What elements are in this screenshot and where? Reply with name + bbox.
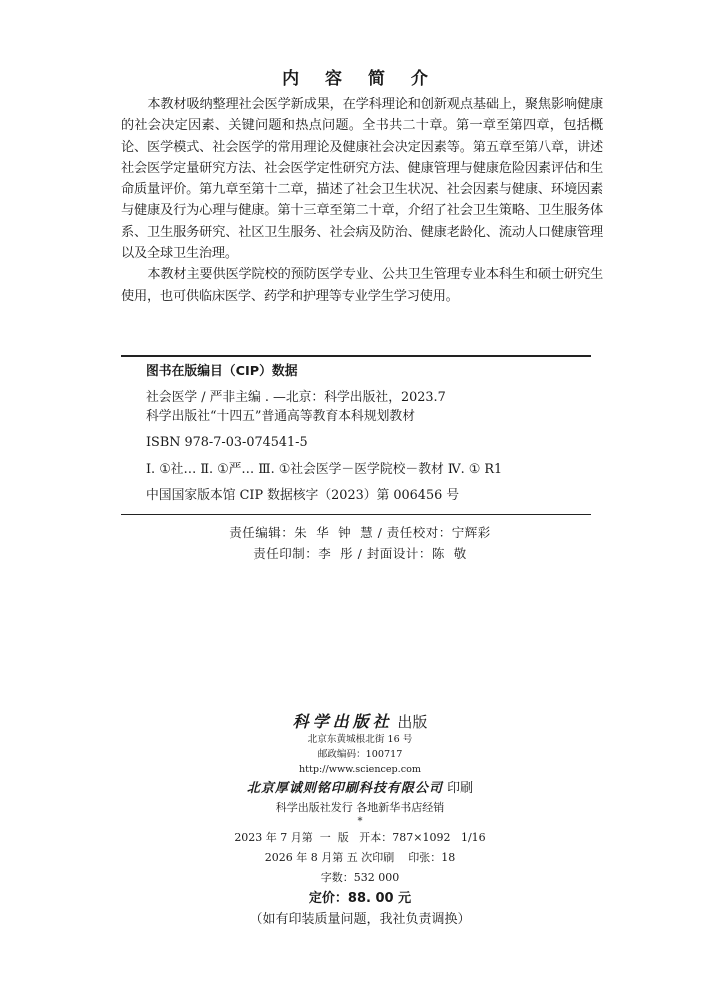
printer-line xyxy=(0,779,720,799)
summary-text xyxy=(121,94,603,307)
staff-line-production: 责任印制：李 彤 / 封面设计：陈 敬 xyxy=(253,546,467,561)
publisher-address: 北京东黄城根北街 16 号 xyxy=(307,734,413,745)
section-heading: 内 容 简 介 xyxy=(282,69,438,89)
staff-credits xyxy=(0,522,720,564)
summary-paragraph-2: 本教材主要供医学院校的预防医学专业、公共卫生管理专业本科生和硕士研究生使用，也可供临床医学、药学和护理等专业学生学习使用。 xyxy=(121,267,603,304)
printing-line: 2026 年 8 月第 五 次印刷 印张：18 xyxy=(264,851,456,864)
cip-title-line: 社会医学 / 严非主编 . —北京：科学出版社，2023.7 xyxy=(146,390,446,405)
publisher-url: http://www.sciencep.com xyxy=(299,764,421,775)
price: 定价：88. 00 元 xyxy=(308,891,412,906)
publisher-logo-text: 科学出版社 xyxy=(292,712,393,731)
cip-core-number: 中国国家版本馆 CIP 数据核字（2023）第 006456 号 xyxy=(146,488,460,503)
cip-bottom-rule xyxy=(121,514,591,515)
publisher-line xyxy=(0,712,720,732)
edition-line: 2023 年 7 月第 一 版 开本：787×1092 1/16 xyxy=(234,831,486,844)
summary-paragraph-1: 本教材吸纳整理社会医学新成果，在学科理论和创新观点基础上，聚焦影响健康的社会决定因素、关键问题和热点问题。全书共二十章。第一章至第四章，包括概论、医学模式、社会医学的常用理论及健康社会决定因素等。第五章至第八章，讲述社会医学定量研究方法、社会医学定性研究方法、健康管理与健康危险因素评估和生命质量评价。第九章至第十二章，描述了社会卫生状况、社会因素与健康、环境因素与健康及行为心理与健康。第十三章至第二十章，介绍了社会卫生策略、卫生服务体系、卫生服务研究、社区卫生服务、社会病及防治、健康老龄化、流动人口健康管理以及全球卫生治理。 xyxy=(121,97,603,262)
cip-heading: 图书在版编目（CIP）数据 xyxy=(146,364,298,379)
cip-block xyxy=(121,355,591,515)
publisher-postcode: 邮政编码：100717 xyxy=(317,749,403,760)
printer-name: 北京厚诚则铭印刷科技有限公司 xyxy=(246,781,443,796)
staff-line-editors: 责任编辑：朱 华 钟 慧 / 责任校对：宁辉彩 xyxy=(229,525,491,540)
publisher-info xyxy=(0,712,720,930)
publisher-suffix: 出版 xyxy=(392,713,428,731)
cip-isbn: ISBN 978-7-03-074541-5 xyxy=(146,435,308,450)
separator-star: * xyxy=(357,816,363,827)
cip-top-rule xyxy=(121,355,591,357)
cip-series-line: 科学出版社“十四五”普通高等教育本科规划教材 xyxy=(146,408,416,424)
distribution-line: 科学出版社发行 各地新华书店经销 xyxy=(275,801,445,814)
word-count: 字数：532 000 xyxy=(320,871,400,884)
quality-note: （如有印装质量问题，我社负责调换） xyxy=(249,912,471,927)
cip-classification: Ⅰ. ①社… Ⅱ. ①严… Ⅲ. ①社会医学－医学院校－教材 Ⅳ. ① R1 xyxy=(146,461,503,477)
printer-suffix: 印刷 xyxy=(442,781,474,796)
